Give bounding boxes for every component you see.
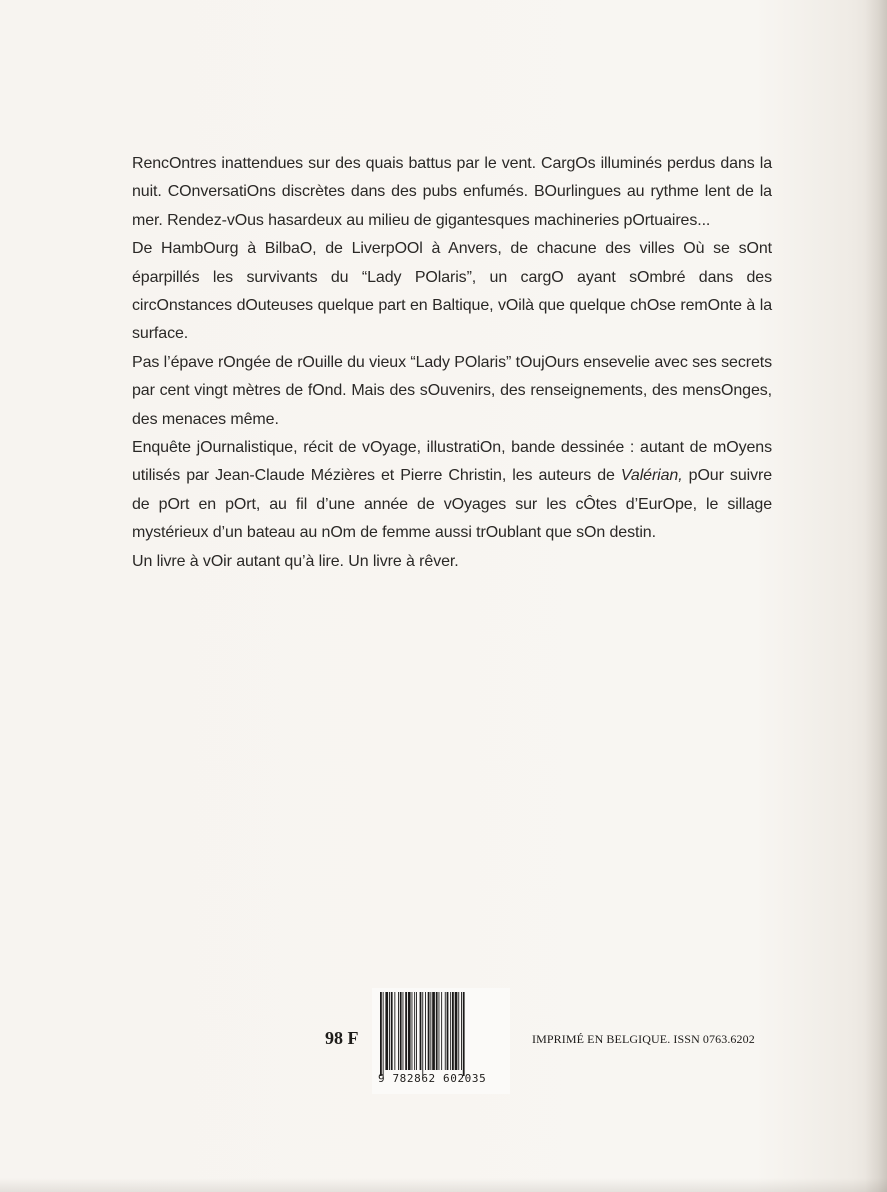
barcode-bar: [408, 992, 411, 1070]
barcode-bar: [430, 992, 431, 1070]
imprint-notice: IMPRIMÉ EN BELGIQUE. ISSN 0763.6202: [532, 1032, 755, 1046]
barcode-bar: [391, 992, 393, 1070]
blurb-paragraph-2: De HambOurg à BilbaO, de LiverpOOl à Anvers, de chacune des villes Où se sOnt éparpillés les survivants du “Lady POlaris”, un cargO ayant sOmbré dans des circOnstances dOuteuses quelque part en Baltique, vOilà que quelque chOse remOnte à la surface.: [132, 240, 772, 343]
blurb-paragraph-5: Un livre à vOir autant qu’à lire. Un livre à rêver.: [132, 552, 459, 570]
blurb-paragraph-4: [132, 434, 772, 548]
barcode-bar: [428, 992, 430, 1070]
barcode-bar: [455, 992, 458, 1070]
barcode-bar: [394, 992, 395, 1070]
barcode-bar: [420, 992, 422, 1070]
barcode-bar: [425, 992, 426, 1070]
price-label: 98 F: [325, 1028, 359, 1048]
blurb-text: [132, 150, 772, 576]
barcode-bar: [414, 992, 415, 1070]
barcode-bar: [463, 992, 465, 1076]
barcode-bar: [432, 992, 435, 1070]
blurb-paragraph-1: RencOntres inattendues sur des quais battus par le vent. CargOs illuminés perdus dans la nuit. COnversatiOns discrètes dans des pubs enfumés. BOurlingues au rythme lent de la mer. Rendez-vOus hasardeux au milieu de gigantesques machineries pOrtuaires...: [132, 155, 772, 229]
bottom-edge-shadow: [0, 1178, 887, 1192]
barcode-bar: [458, 992, 459, 1070]
barcode-bar: [385, 992, 388, 1070]
barcode-bar: [380, 992, 382, 1076]
barcode-bar: [422, 992, 423, 1076]
barcode-digits: 9 782862 602035: [378, 1072, 487, 1085]
barcode-bar: [389, 992, 390, 1070]
barcode-bar: [416, 992, 417, 1070]
barcode-bar: [439, 992, 440, 1070]
barcode-bar: [400, 992, 402, 1070]
barcode-bar: [398, 992, 399, 1070]
spine-shadow: [865, 0, 887, 1192]
blurb-paragraph-4-start: Enquête jOurnalistique, récit de vOyage, illustratiOn, bande dessinée : autant de mOyens utilisés par Jean-Claude Mézières et Pierre Christin, les auteurs de: [132, 439, 772, 485]
barcode-bar: [447, 992, 449, 1070]
barcode-bar: [403, 992, 404, 1070]
barcode-bar: [383, 992, 384, 1076]
barcode-bar: [436, 992, 438, 1070]
series-title: Valérian,: [620, 467, 683, 485]
barcode-icon: [372, 988, 510, 1094]
barcode-bar: [441, 992, 442, 1070]
barcode-bar: [405, 992, 407, 1070]
barcode-bar: [445, 992, 446, 1070]
barcode-bar: [412, 992, 413, 1070]
barcode-bar: [452, 992, 454, 1070]
blurb-paragraph-3: Pas l’épave rOngée de rOuille du vieux “Lady POlaris” tOujOurs ensevelie avec ses secrets par cent vingt mètres de fOnd. Mais des sOuvenirs, des renseignements, des mensOnges, des menaces même.: [132, 353, 772, 428]
barcode-bars: [380, 992, 502, 1076]
blurb-paragraph-4-end: pOur suivre de pOrt en pOrt, au fil d’une année de vOyages sur les cÔtes d’EurOpe, le sillage mystérieux d’un bateau au nOm de femme aussi trOublant que sOn destin.: [132, 467, 772, 542]
barcode-bar: [450, 992, 451, 1070]
barcode-bar: [461, 992, 462, 1070]
